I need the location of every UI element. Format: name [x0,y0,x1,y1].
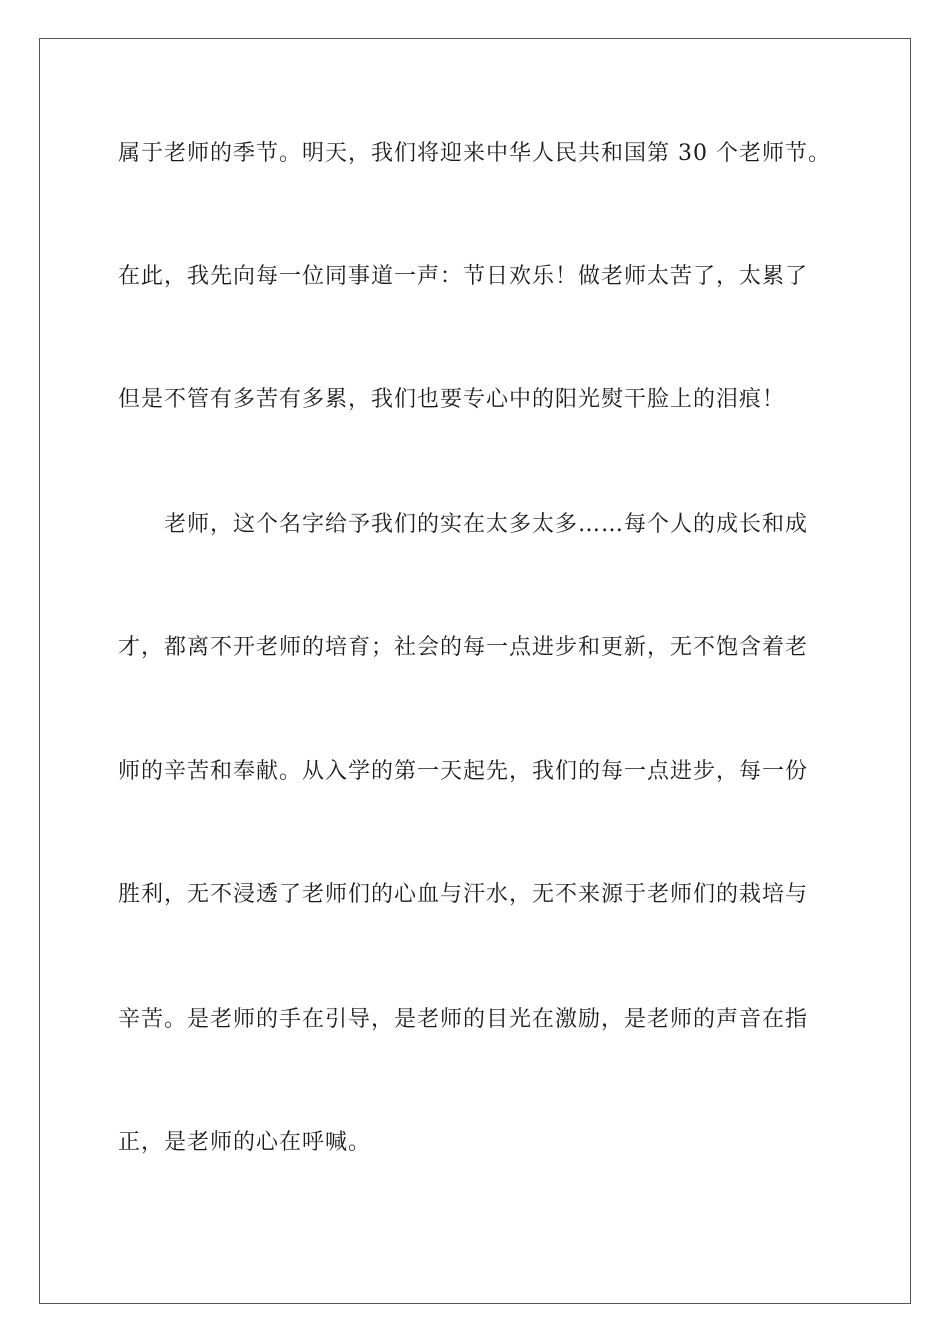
text-line: 胜利，无不浸透了老师们的心血与汗水，无不来源于老师们的栽培与 [118,882,809,907]
paragraph-first-line: 老师，这个名字给予我们的实在太多太多……每个人的成长和成 [164,512,809,537]
text-line: 辛苦。是老师的手在引导，是老师的目光在激励，是老师的声音在指 [118,1007,809,1032]
text-line: 但是不管有多苦有多累，我们也要专心中的阳光熨干脸上的泪痕！ [118,387,786,412]
text-line: 属于老师的季节。明天，我们将迎来中华人民共和国第 30 个老师节。 [118,141,831,166]
text-line: 师的辛苦和奉献。从入学的第一天起先，我们的每一点进步，每一份 [118,759,809,784]
text-line: 才，都离不开老师的培育；社会的每一点进步和更新，无不饱含着老 [118,635,809,660]
text-line: 在此，我先向每一位同事道一声：节日欢乐！做老师太苦了，太累了 [118,264,809,289]
text-line: 正，是老师的心在呼喊。 [118,1130,372,1155]
page-border [39,38,911,1304]
